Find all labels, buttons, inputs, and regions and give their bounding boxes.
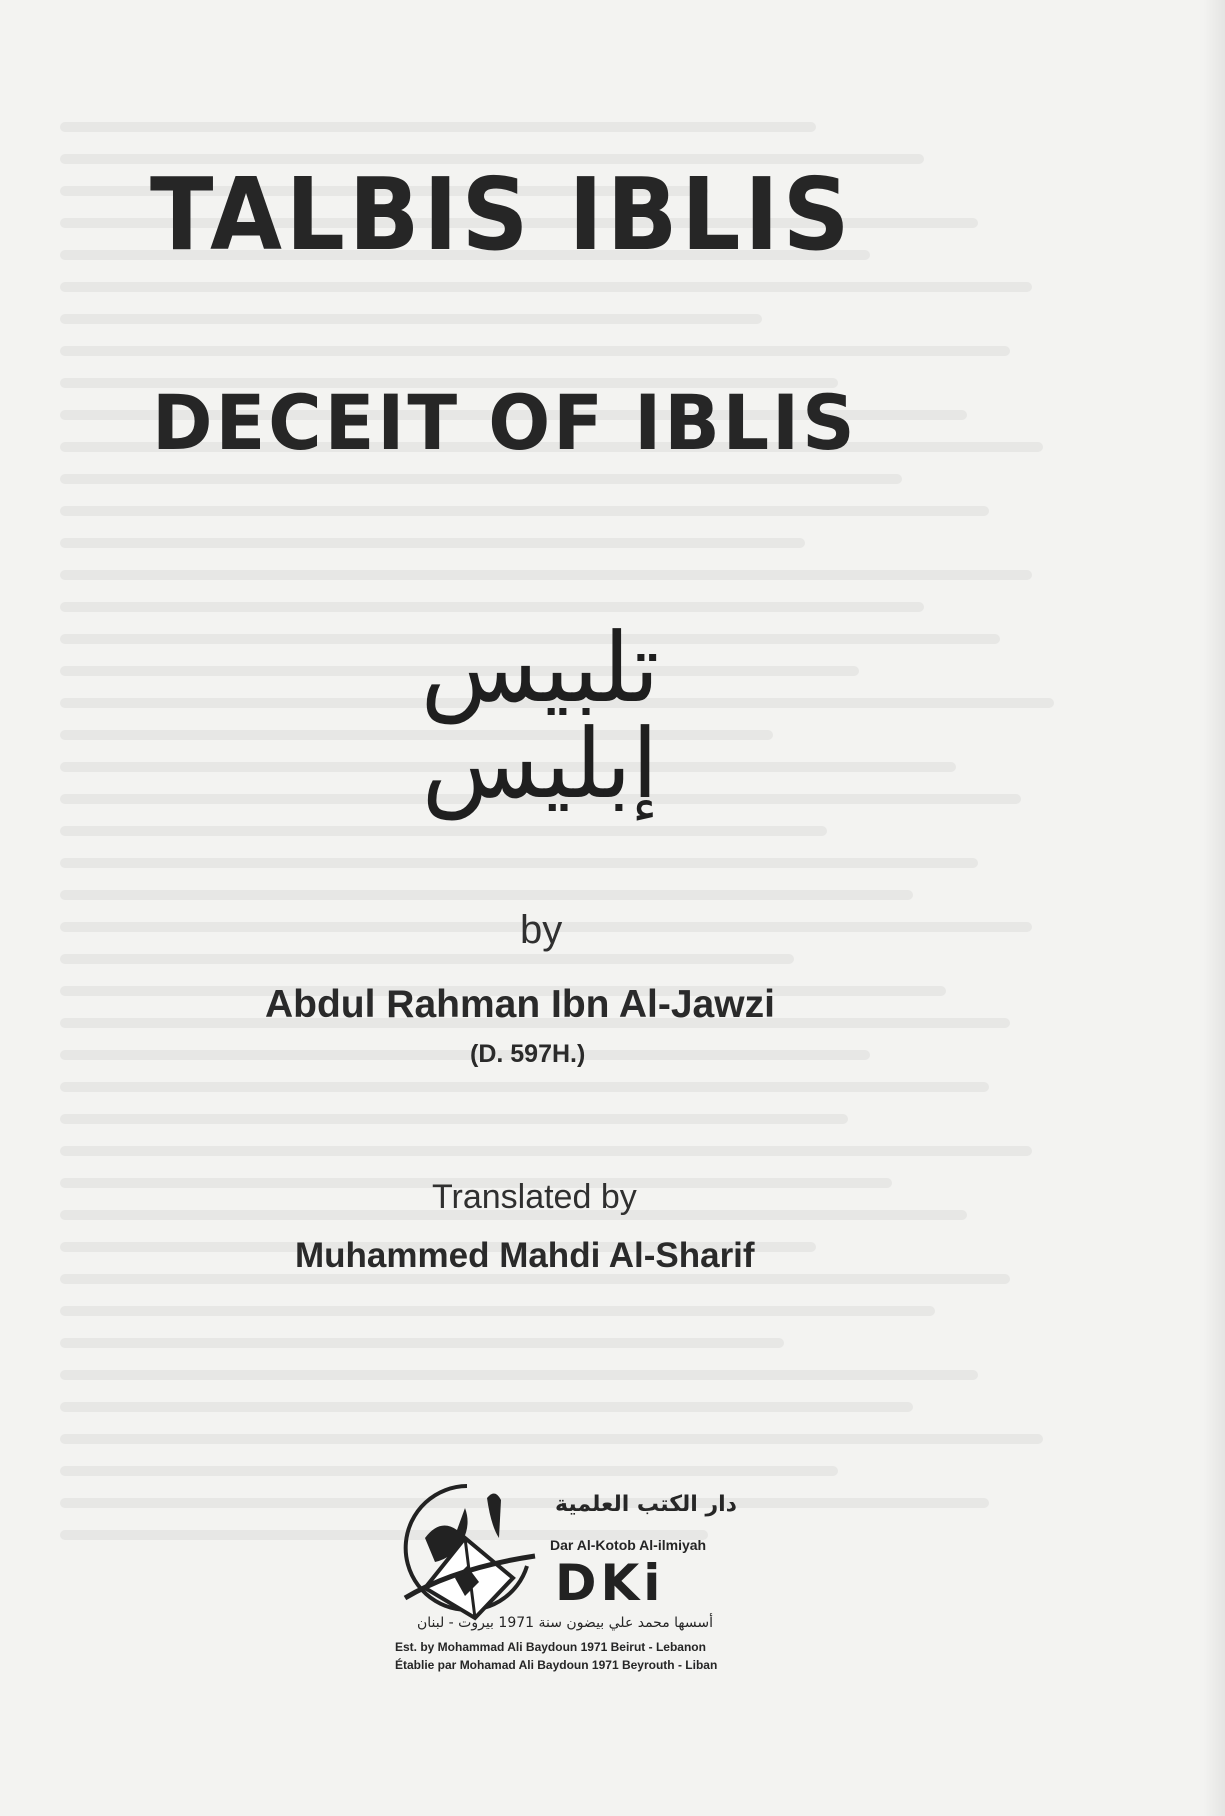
publisher-established-arabic: أسسها محمد علي بيضون سنة 1971 بيروت - لبنان xyxy=(416,1615,713,1631)
publisher-block xyxy=(395,1478,745,1678)
publisher-established-english: Est. by Mohammad Ali Baydoun 1971 Beirut - Lebanon xyxy=(395,1640,706,1654)
publisher-name-arabic: دار الكتب العلمية xyxy=(555,1492,737,1517)
translator-name: Muhammed Mahdi Al-Sharif xyxy=(295,1236,755,1275)
publisher-abbreviation: DKi xyxy=(555,1554,665,1612)
arabic-title-text: تلبيس إبليس xyxy=(420,612,660,820)
book-subtitle-english: DECEIT OF IBLIS xyxy=(152,378,858,467)
arabic-calligraphy-title xyxy=(330,600,750,820)
publisher-established-french: Établie par Mohamad Ali Baydoun 1971 Beyrouth - Liban xyxy=(395,1658,718,1672)
by-label: by xyxy=(520,908,563,952)
page-edge-shadow xyxy=(1203,0,1225,1816)
publisher-logo-icon xyxy=(395,1478,540,1623)
book-title: TALBIS IBLIS xyxy=(150,156,854,273)
author-name: Abdul Rahman Ibn Al-Jawzi xyxy=(265,983,775,1026)
reverse-page-bleed-through xyxy=(60,100,1140,1700)
publisher-name-latin: Dar Al-Kotob Al-ilmiyah xyxy=(550,1537,707,1553)
translated-by-label: Translated by xyxy=(432,1178,637,1216)
author-death-date: (D. 597H.) xyxy=(470,1040,586,1068)
